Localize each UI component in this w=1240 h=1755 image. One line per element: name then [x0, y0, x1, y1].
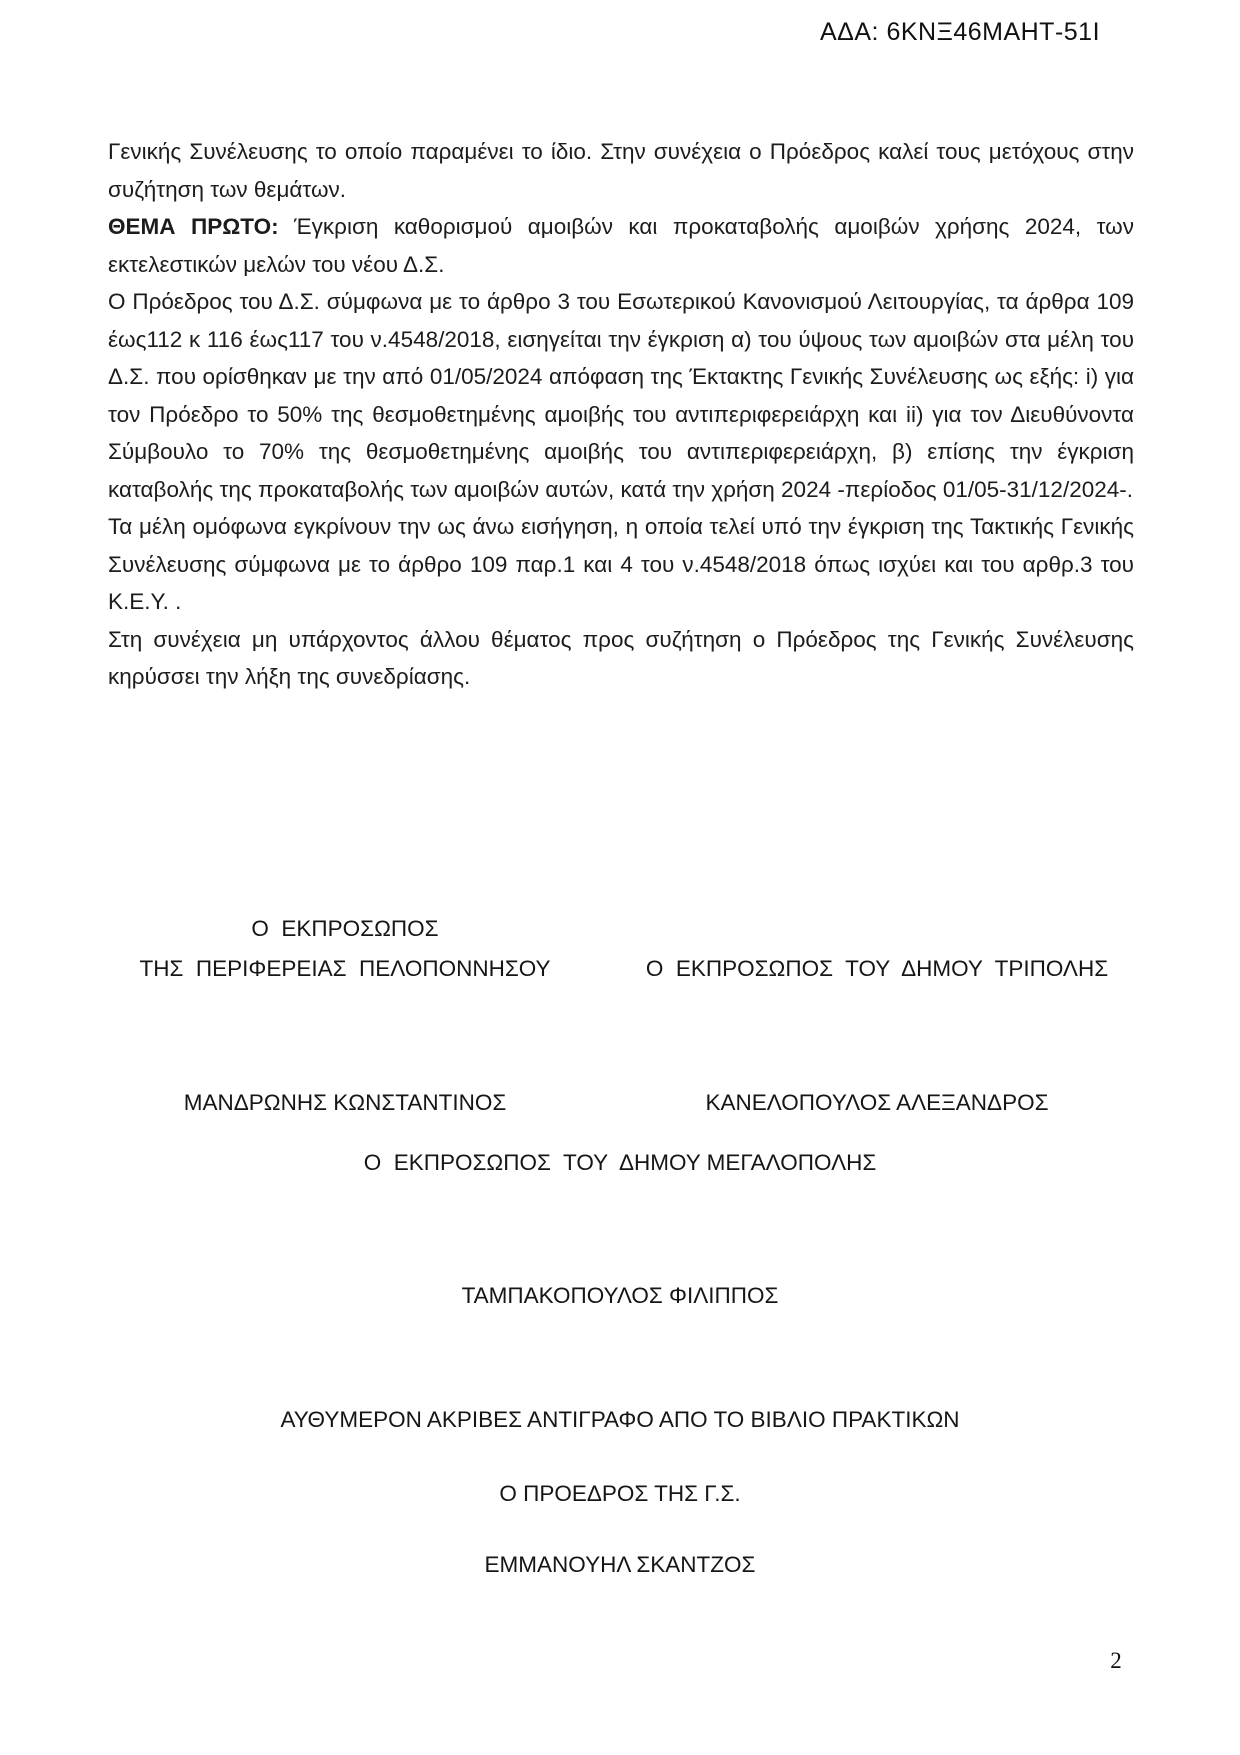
- signature-center-title-megalopoli: Ο ΕΚΠΡΟΣΩΠΟΣ ΤΟΥ ΔΗΜΟΥ ΜΕΓΑΛΟΠΟΛΗΣ: [363, 1150, 877, 1175]
- paragraph-general-assembly: Γενικής Συνέλευσης το οποίο παραμένει το ίδιο. Στην συνέχεια ο Πρόεδρος καλεί τους μετόχους στην συζήτηση των θεμάτων.: [108, 139, 1134, 202]
- topic-first-text: Έγκριση καθορισμού αμοιβών και προκαταβολής αμοιβών χρήσης 2024, των εκτελεστικών μελών του νέου Δ.Σ.: [108, 214, 1134, 277]
- signature-right-name: ΚΑΝΕΛΟΠΟΥΛΟΣ ΑΛΕΞΑΝΔΡΟΣ: [705, 1090, 1049, 1115]
- certified-copy-statement: ΑΥΘΥΜΕΡΟΝ ΑΚΡΙΒΕΣ ΑΝΤΙΓΡΑΦΟ ΑΠΟ ΤΟ ΒΙΒΛΙΟ ΠΡΑΚΤΙΚΩΝ: [280, 1407, 960, 1432]
- paragraph-topic-first: [108, 208, 1134, 283]
- signature-left-name: ΜΑΝΔΡΩΝΗΣ ΚΩΝΣΤΑΝΤΙΝΟΣ: [183, 1090, 507, 1115]
- paragraph-session-closing: Στη συνέχεια μη υπάρχοντος άλλου θέματος προς συζήτηση ο Πρόεδρος της Γενικής Συνέλευσης κηρύσσει την λήξη της συνεδρίασης.: [108, 626, 1134, 689]
- document-body: [108, 133, 1134, 696]
- signature-right-title-tripoli: Ο ΕΚΠΡΟΣΩΠΟΣ ΤΟΥ ΔΗΜΟΥ ΤΡΙΠΟΛΗΣ: [645, 956, 1109, 981]
- president-title: Ο ΠΡΟΕΔΡΟΣ ΤΗΣ Γ.Σ.: [499, 1481, 741, 1506]
- topic-first-label: ΘΕΜΑ ΠΡΩΤΟ:: [108, 214, 279, 239]
- paragraph-president-proposal: Ο Πρόεδρος του Δ.Σ. σύμφωνα με το άρθρο 3 του Εσωτερικού Κανονισμού Λειτουργίας, τα άρθρα 109 έως112 κ 116 έως117 του ν.4548/2018, εισηγείται την έγκριση α) του ύψους των αμοιβών στα μέλη του Δ.Σ. που ορίσθηκαν με την από 01/05/2024 απόφαση της Έκτακτης Γενικής Συνέλευσης ως εξής: i) για τον Πρόεδρο το 50% της θεσμοθετημένης αμοιβής του αντιπεριφερειάρχη και ii) για τον Διευθύνοντα Σύμβουλο το 70% της θεσμοθετημένης αμοιβής του αντιπεριφερειάρχη, β) επίσης την έγκριση καταβολής της προκαταβολής των αμοιβών αυτών, κατά την χρήση 2024 -περίοδος 01/05-31/12/2024-.: [108, 289, 1134, 502]
- page-number: 2: [1110, 1648, 1122, 1673]
- paragraph-unanimous-approval: Τα μέλη ομόφωνα εγκρίνουν την ως άνω εισήγηση, η οποία τελεί υπό την έγκριση της Τακτικής Γενικής Συνέλευσης σύμφωνα με το άρθρο 109 παρ.1 και 4 του ν.4548/2018 όπως ισχύει και του αρθρ.3 του Κ.Ε.Υ. .: [108, 514, 1134, 614]
- signature-center-name: ΤΑΜΠΑΚΟΠΟΥΛΟΣ ΦΙΛΙΠΠΟΣ: [461, 1283, 779, 1308]
- signature-left-title-line2: ΤΗΣ ΠΕΡΙΦΕΡΕΙΑΣ ΠΕΛΟΠΟΝΝΗΣΟΥ: [139, 956, 551, 981]
- signature-left-title-line1: Ο ΕΚΠΡΟΣΩΠΟΣ: [251, 916, 439, 941]
- ada-code-header: ΑΔΑ: 6ΚΝΞ46ΜΑΗΤ-51Ι: [820, 18, 1101, 46]
- president-name: ΕΜΜΑΝΟΥΗΛ ΣΚΑΝΤΖΟΣ: [484, 1552, 756, 1577]
